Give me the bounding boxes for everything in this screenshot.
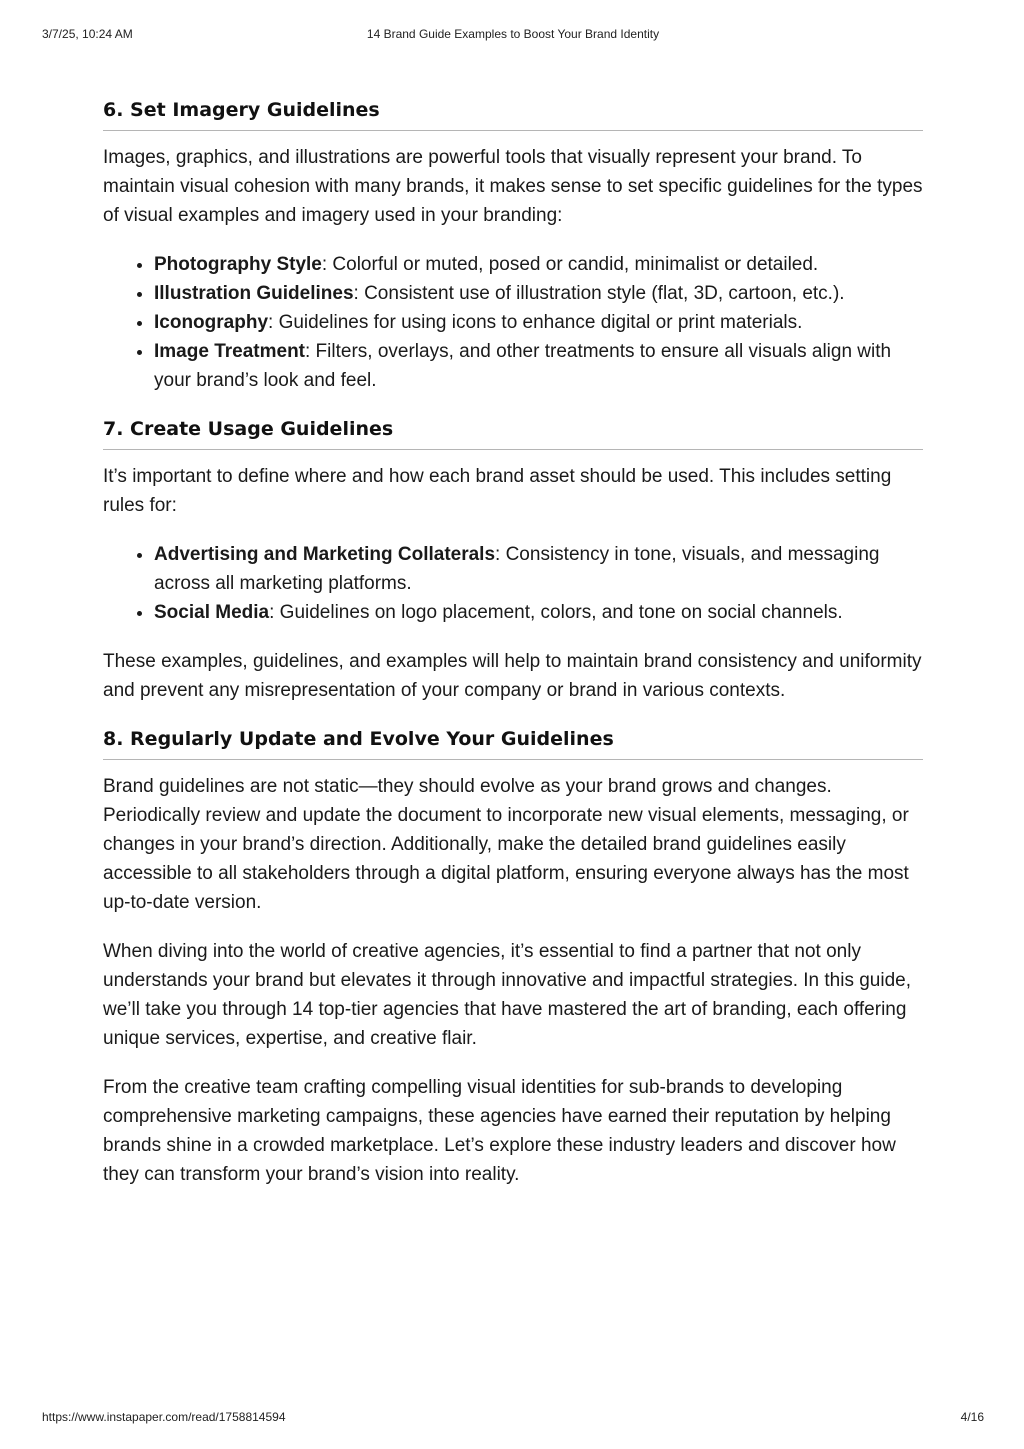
list-item-term: Social Media: [154, 602, 270, 623]
list-item-text: : Filters, overlays, and other treatments to ensure all visuals align with your brand’s look and feel.: [154, 341, 892, 391]
list-item-text: : Colorful or muted, posed or candid, minimalist or detailed.: [321, 254, 819, 275]
bullet-list: [103, 250, 923, 395]
print-footer: [42, 1410, 984, 1426]
print-document-title: 14 Brand Guide Examples to Boost Your Brand Identity: [366, 27, 660, 41]
paragraph: These examples, guidelines, and examples will help to maintain brand consistency and uniformity and prevent any misrepresentation of your company or brand in various contexts.: [103, 651, 922, 701]
list-item: [154, 308, 923, 337]
list-item-text: : Guidelines for using icons to enhance digital or print materials.: [268, 312, 803, 333]
list-item: [154, 540, 923, 598]
section-heading: 7. Create Usage Guidelines: [103, 415, 923, 450]
list-item-term: Advertising and Marketing Collaterals: [154, 544, 496, 565]
section-update-guidelines: [103, 725, 923, 1189]
list-item: [154, 598, 923, 627]
list-item-text: : Guidelines on logo placement, colors, and tone on social channels.: [269, 602, 843, 623]
section-heading: 8. Regularly Update and Evolve Your Guidelines: [103, 725, 923, 760]
list-item: [154, 337, 923, 395]
list-item-term: Illustration Guidelines: [154, 283, 354, 304]
paragraph: From the creative team crafting compelling visual identities for sub-brands to developing comprehensive marketing campaigns, these agencies have earned their reputation by helping brands shine in a crowded marketplace. Let’s explore these industry leaders and discover how they can transform your brand’s vision into reality.: [103, 1077, 896, 1185]
list-item-term: Photography Style: [154, 254, 322, 275]
list-item-text: : Consistency in tone, visuals, and messaging across all marketing platforms.: [154, 544, 880, 594]
page-number: 4/16: [960, 1410, 984, 1424]
list-item: [154, 250, 923, 279]
paragraph: Brand guidelines are not static—they should evolve as your brand grows and changes. Periodically review and update the document to incorporate new visual elements, messaging, or changes in your brand’s direction. Additionally, make the detailed brand guidelines easily accessible to all stakeholders through a digital platform, ensuring everyone always has the most up-to-date version.: [103, 776, 909, 913]
section-imagery-guidelines: [103, 96, 923, 395]
article-content: [103, 96, 923, 1209]
paragraph: Images, graphics, and illustrations are powerful tools that visually represent your brand. To maintain visual cohesion with many brands, it makes sense to set specific guidelines for the types of visual examples and imagery used in your branding:: [103, 147, 923, 226]
list-item-term: Image Treatment: [154, 341, 305, 362]
paragraph: It’s important to define where and how each brand asset should be used. This includes setting rules for:: [103, 466, 892, 516]
section-heading: 6. Set Imagery Guidelines: [103, 96, 923, 131]
bullet-list: [103, 540, 923, 627]
print-date: 3/7/25, 10:24 AM: [42, 27, 133, 41]
list-item-text: : Consistent use of illustration style (flat, 3D, cartoon, etc.).: [353, 283, 845, 304]
section-usage-guidelines: [103, 415, 923, 705]
print-header: [42, 27, 984, 43]
list-item-term: Iconography: [154, 312, 269, 333]
paragraph: When diving into the world of creative agencies, it’s essential to find a partner that not only understands your brand but elevates it through innovative and impactful strategies. In this guide, we’ll take you through 14 top-tier agencies that have mastered the art of branding, each offering unique services, expertise, and creative flair.: [103, 941, 911, 1049]
page-url: https://www.instapaper.com/read/1758814594: [42, 1410, 286, 1424]
list-item: [154, 279, 923, 308]
